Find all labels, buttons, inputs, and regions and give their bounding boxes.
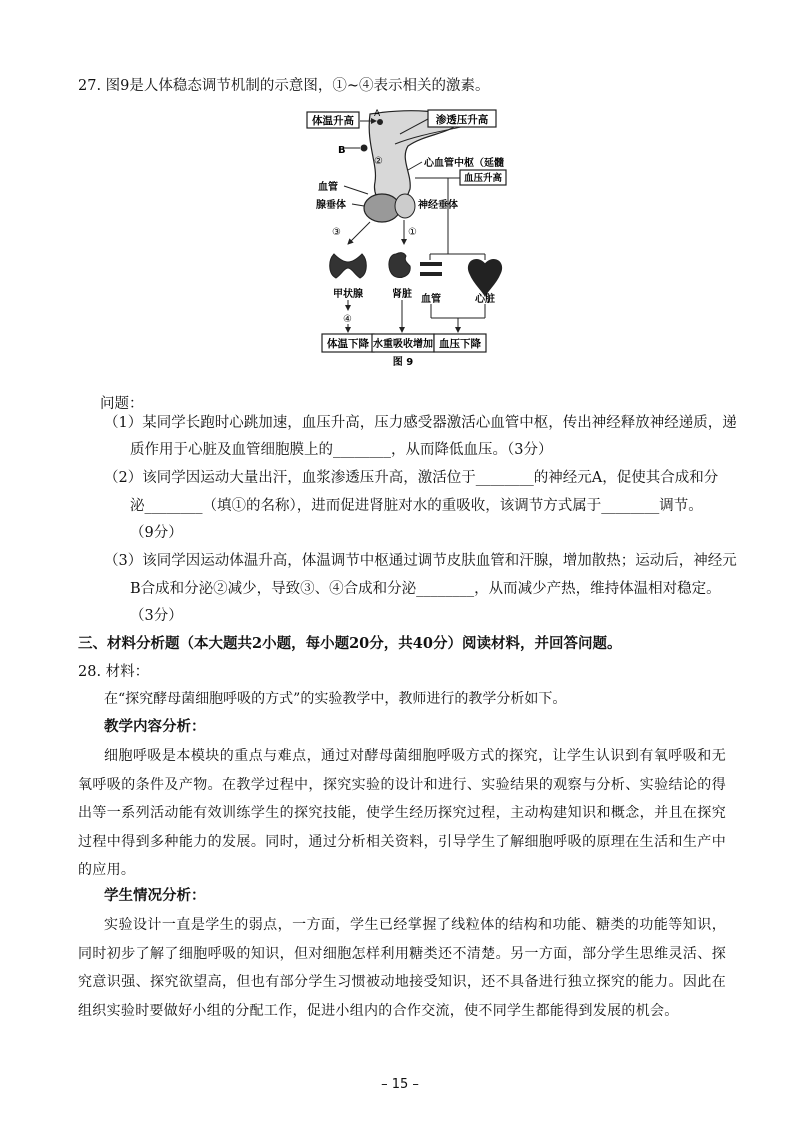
label-circ4: ④: [343, 314, 352, 325]
page-number: – 15 –: [381, 1077, 419, 1092]
question-27-title: 27. 图9是人体稳态调节机制的示意图，①~④表示相关的激素。: [78, 78, 490, 94]
label-circ1: ①: [408, 227, 417, 238]
label-bp-drop: 血压下降: [439, 338, 481, 350]
content-analysis-paragraph: 细胞呼吸是本模块的重点与难点，通过对酵母菌细胞呼吸方式的探究，让学生认识到有氧呼吸和无氧呼吸的条件及产物。在教学过程中，探究实验的设计和进行、实验结果的观察与分析、实验结论的得出等一系列活动能有效训练学生的探究技能，使学生经历探究过程，主动构建知识和概念，并且在探究过程中得到多种能力的发展。同时，通过分析相关资料，引导学生了解细胞呼吸的原理在生活和生产中的应用。: [78, 748, 726, 878]
question-28-intro: 在“探究酵母菌细胞呼吸的方式”的实验教学中，教师进行的教学分析如下。: [104, 691, 567, 707]
label-kidney: 肾脏: [392, 289, 412, 300]
q3-line2: B合成和分泌②减少，导致③、④合成和分泌________，从而减少产热，维持体温相对稳定。: [130, 581, 721, 597]
label-B: B: [338, 145, 346, 156]
label-circ3: ③: [332, 227, 341, 238]
q1-line2: 质作用于心脏及血管细胞膜上的________，从而降低血压。（3分）: [130, 442, 553, 458]
q3-line1: （3）该同学因运动体温升高，体温调节中枢通过调节皮肤血管和汗腺，增加散热；运动后，神经元: [104, 553, 737, 569]
label-bp-rise: 血压升高: [463, 173, 503, 184]
figure-caption: 图 9: [392, 357, 414, 366]
label-temp-drop: 体温下降: [327, 338, 369, 350]
label-blood-vessel: 血管: [421, 294, 441, 305]
question-28-title: 28. 材料：: [78, 664, 150, 680]
label-cardio-center: 心血管中枢（延髓: [424, 158, 504, 169]
label-heart: 心脏: [475, 294, 495, 305]
label-A: A: [374, 109, 381, 119]
q2-line3: （9分）: [130, 525, 183, 541]
student-analysis-paragraph: 实验设计一直是学生的弱点，一方面，学生已经掌握了线粒体的结构和功能、糖类的功能等知识，同时初步了解了细胞呼吸的知识，但对细胞怎样利用糖类还不清楚。另一方面，部分学生思维灵活、探究意识强、探究欲望高，但也有部分学生习惯被动地接受知识，还不具备进行独立探究的能力。因此在组织实验时要做好小组的分配工作，促进小组内的合作交流，使不同学生都能得到发展的机会。: [78, 917, 726, 1019]
section-3-heading: 三、材料分析题（本大题共2小题，每小题20分，共40分）阅读材料，并回答问题。: [78, 635, 622, 652]
q2-line1: （2）该同学因运动大量出汗，血浆渗透压升高，激活位于________的神经元A，促使其合成和分: [104, 470, 719, 486]
label-vessel: 血管: [318, 182, 338, 193]
label-neurohypophysis: 神经垂体: [418, 200, 458, 211]
q3-line3: （3分）: [130, 608, 183, 624]
content-analysis-heading: 教学内容分析：: [104, 718, 206, 735]
figure-9: [300, 104, 515, 366]
q1-line1: （1）某同学长跑时心跳加速，血压升高，压力感受器激活心血管中枢，传出神经释放神经递质，递: [104, 415, 737, 431]
student-analysis-heading: 学生情况分析：: [104, 887, 206, 904]
questions-label: 问题：: [100, 396, 144, 412]
label-water-absorb: 水重吸收增加: [373, 339, 433, 350]
label-thyroid: 甲状腺: [333, 289, 363, 300]
label-pituitary: 腺垂体: [316, 200, 346, 211]
label-temp-rise: 体温升高: [312, 115, 354, 127]
label-osmotic-rise: 渗透压升高: [435, 114, 489, 126]
label-circ2: ②: [374, 156, 383, 167]
q2-line2: 泌________（填①的名称），进而促进肾脏对水的重吸收，该调节方式属于________调节。: [130, 498, 703, 514]
